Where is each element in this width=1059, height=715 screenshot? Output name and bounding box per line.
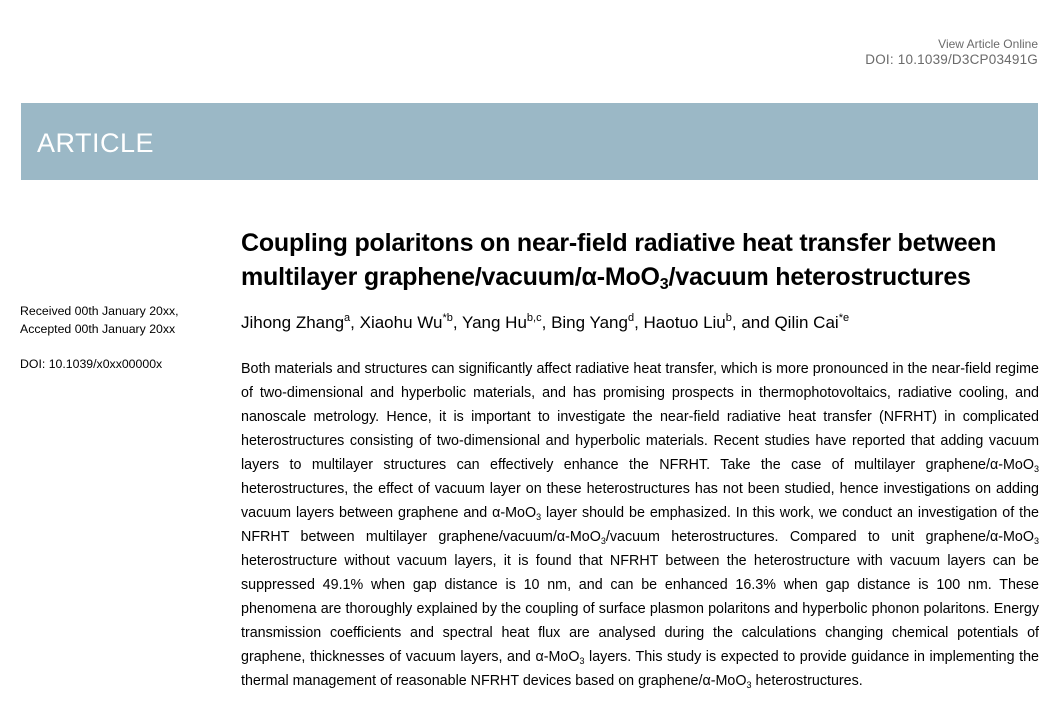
abstract-subscript: 3 [536, 512, 542, 522]
abstract-text: Both materials and structures can significantly affect radiative heat transfer, which is more pronounced in the near-field regime of two-dimensional and hyperbolic materials, and has promising prospects in thermophotovoltaics, radiative cooling, and nanoscale metrology. Hence, it is important to investigate the near-field radiative heat transfer (NFRHT) in complicated heterostructures consisting of two-dimensional and hyperbolic materials. Recent studies have reported that adding vacuum layers to multilayer structures can effectively enhance the NFRHT. Take the case of multilayer graphene/α-MoO [241, 361, 1039, 473]
author-separator: , and [731, 313, 775, 332]
author-name: Bing Yang [551, 313, 628, 332]
author-separator: , [452, 313, 463, 332]
abstract-text: layer should be emphasized. In this work, we conduct an investigation of the NFRHT between multilayer graphene/vacuum/α-MoO [241, 505, 1039, 545]
abstract-text: heterostructures. [751, 673, 863, 689]
view-article-online-link[interactable]: View Article Online [938, 37, 1038, 51]
abstract-text: layers. This study is expected to provide guidance in implementing the thermal management of reasonable NFRHT devices based on graphene/α-MoO [241, 649, 1040, 689]
author-name: Xiaohu Wu [359, 313, 443, 332]
received-date: Received 00th January 20xx, [20, 304, 179, 318]
author-name: Qilin Cai [774, 313, 839, 332]
article-doi-link[interactable]: DOI: 10.1039/D3CP03491G [865, 52, 1038, 67]
article-title [241, 226, 1041, 294]
placeholder-doi: DOI: 10.1039/x0xx00000x [20, 357, 163, 371]
author-separator: , [350, 313, 360, 332]
abstract-text: /vacuum heterostructures. Compared to unit graphene/α-MoO [605, 529, 1034, 545]
title-text-end: /vacuum heterostructures [668, 263, 971, 291]
abstract [241, 357, 1039, 693]
author-separator: , [541, 313, 552, 332]
accepted-date: Accepted 00th January 20xx [20, 322, 176, 336]
author-name: Haotuo Liu [643, 313, 726, 332]
article-header-links [865, 37, 1038, 68]
author-name: Yang Hu [462, 313, 527, 332]
article-type-banner [21, 103, 1038, 180]
author-affiliation: *e [838, 312, 850, 324]
author-affiliation: b [725, 312, 732, 324]
abstract-subscript: 3 [746, 680, 752, 690]
author-affiliation: *b [442, 312, 453, 324]
article-type-label: ARTICLE [37, 128, 155, 158]
abstract-subscript: 3 [1034, 536, 1040, 546]
received-accepted-dates [20, 302, 179, 338]
abstract-subscript: 3 [600, 536, 606, 546]
author-affiliation: d [627, 312, 635, 324]
title-text: Coupling polaritons on near-field radiative heat transfer between multilayer graphene/vacuum/α-MoO [241, 229, 997, 291]
author-separator: , [634, 313, 644, 332]
author-name: Jihong Zhang [241, 313, 345, 332]
title-subscript: 3 [659, 276, 669, 293]
author-affiliation: b,c [526, 312, 542, 324]
author-list [241, 312, 849, 334]
author-affiliation: a [344, 312, 351, 324]
abstract-text: heterostructure without vacuum layers, it is found that NFRHT between the heterostructure with vacuum layers can be suppressed 49.1% when gap distance is 10 nm, and can be enhanced 16.3% when gap distance is 100 nm. These phenomena are thoroughly explained by the coupling of surface plasmon polaritons and hyperbolic phonon polaritons. Energy transmission coefficients and spectral heat flux are analysed during the calculations changing chemical potentials of graphene, thicknesses of vacuum layers, and α-MoO [241, 553, 1039, 665]
abstract-subscript: 3 [579, 656, 585, 666]
abstract-text: heterostructures, the effect of vacuum layer on these heterostructures has not been studied, hence investigations on adding vacuum layers between graphene and α-MoO [241, 481, 1039, 521]
abstract-subscript: 3 [1033, 464, 1039, 474]
